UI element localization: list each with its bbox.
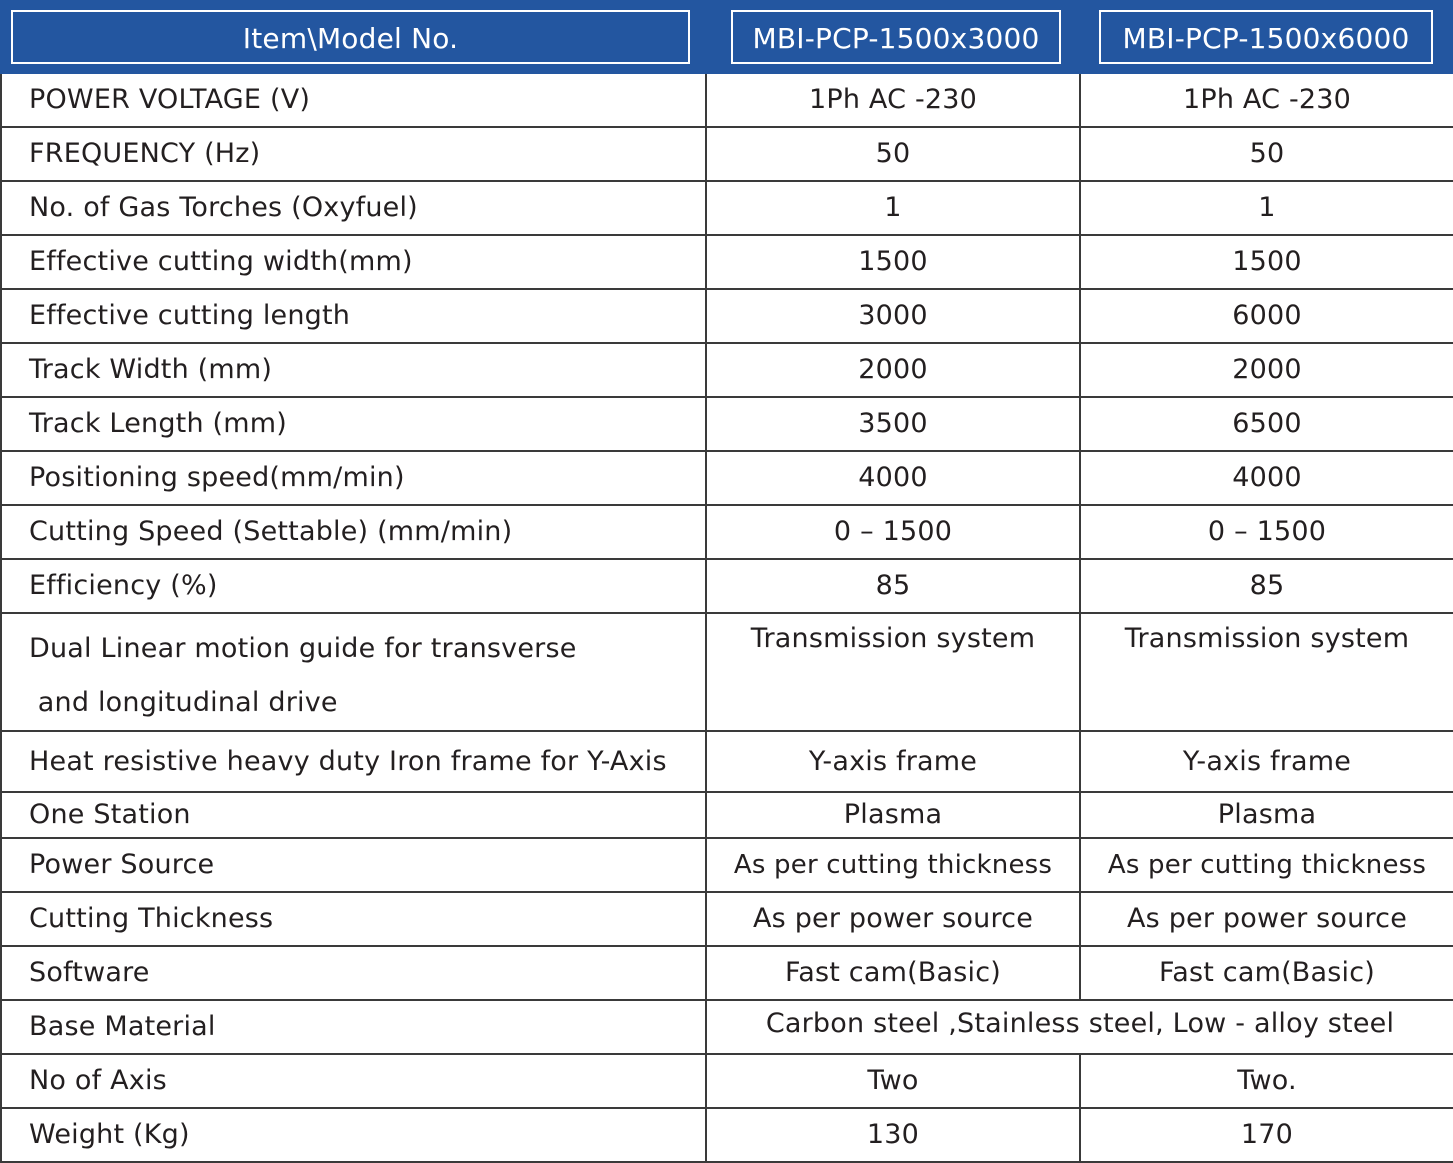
row-value: 3500 (706, 397, 1080, 451)
row-value: 3000 (706, 289, 1080, 343)
row-value: 0 – 1500 (1080, 505, 1453, 559)
row-value: 6000 (1080, 289, 1453, 343)
header-item-cell (1, 1, 706, 73)
row-label: Cutting Speed (Settable) (mm/min) (1, 505, 706, 559)
table-row (1, 946, 1453, 1000)
row-value: As per cutting thickness (706, 838, 1080, 892)
table-row (1, 127, 1453, 181)
table-row (1, 838, 1453, 892)
table-row (1, 505, 1453, 559)
row-value: 2000 (706, 343, 1080, 397)
row-value: 0 – 1500 (706, 505, 1080, 559)
table-row (1, 731, 1453, 792)
row-value: Two. (1080, 1054, 1453, 1108)
table-row (1, 73, 1453, 127)
table-row (1, 181, 1453, 235)
row-label: No. of Gas Torches (Oxyfuel) (1, 181, 706, 235)
row-value: 130 (706, 1108, 1080, 1162)
table-row (1, 451, 1453, 505)
table-row (1, 235, 1453, 289)
row-label: Heat resistive heavy duty Iron frame for Y-Axis (1, 731, 706, 792)
row-value: Plasma (706, 792, 1080, 838)
row-label: Power Source (1, 838, 706, 892)
table-row (1, 792, 1453, 838)
header-model-cell (706, 1, 1080, 73)
row-label: Cutting Thickness (1, 892, 706, 946)
row-value: 1500 (706, 235, 1080, 289)
table-row (1, 1108, 1453, 1162)
row-value: Two (706, 1054, 1080, 1108)
row-label: POWER VOLTAGE (V) (1, 73, 706, 127)
row-value: 85 (706, 559, 1080, 613)
row-value: 50 (706, 127, 1080, 181)
row-value: Fast cam(Basic) (706, 946, 1080, 1000)
row-value: 4000 (1080, 451, 1453, 505)
row-value: Plasma (1080, 792, 1453, 838)
row-value: As per power source (706, 892, 1080, 946)
row-value: Y-axis frame (1080, 731, 1453, 792)
row-label: Track Length (mm) (1, 397, 706, 451)
row-label: Efficiency (%) (1, 559, 706, 613)
row-value: 1 (1080, 181, 1453, 235)
row-value: As per cutting thickness (1080, 838, 1453, 892)
table-row (1, 559, 1453, 613)
table-row (1, 1054, 1453, 1108)
table-row (1, 1000, 1453, 1054)
row-value: 1 (706, 181, 1080, 235)
row-value: 1Ph AC -230 (1080, 73, 1453, 127)
row-label: Weight (Kg) (1, 1108, 706, 1162)
row-value: 85 (1080, 559, 1453, 613)
row-label-multiline (1, 613, 706, 731)
row-value: 4000 (706, 451, 1080, 505)
row-label: FREQUENCY (Hz) (1, 127, 706, 181)
row-label: Effective cutting width(mm) (1, 235, 706, 289)
table-row (1, 397, 1453, 451)
table-row (1, 892, 1453, 946)
row-label: Track Width (mm) (1, 343, 706, 397)
row-label: Base Material (1, 1000, 706, 1054)
table-row (1, 343, 1453, 397)
row-value: Transmission system (706, 613, 1080, 731)
row-value: As per power source (1080, 892, 1453, 946)
header-model-1: MBI-PCP-1500x3000 (731, 10, 1061, 64)
row-label: Effective cutting length (1, 289, 706, 343)
row-value: Y-axis frame (706, 731, 1080, 792)
row-value: Transmission system (1080, 613, 1453, 731)
row-value: 50 (1080, 127, 1453, 181)
row-label: Positioning speed(mm/min) (1, 451, 706, 505)
row-value-merged: Carbon steel ,Stainless steel, Low - alloy steel (706, 1000, 1453, 1054)
row-label: Software (1, 946, 706, 1000)
row-value: Fast cam(Basic) (1080, 946, 1453, 1000)
table-row (1, 289, 1453, 343)
row-value: 170 (1080, 1108, 1453, 1162)
row-value: 1Ph AC -230 (706, 73, 1080, 127)
header-row (1, 1, 1453, 73)
row-label: No of Axis (1, 1054, 706, 1108)
row-label-line: and longitudinal drive (29, 687, 338, 718)
table-row (1, 613, 1453, 731)
header-item-label: Item\Model No. (11, 10, 690, 64)
row-label-line: Dual Linear motion guide for transverse (29, 633, 577, 664)
row-value: 6500 (1080, 397, 1453, 451)
row-value: 2000 (1080, 343, 1453, 397)
row-label: One Station (1, 792, 706, 838)
header-model-cell (1080, 1, 1453, 73)
row-value: 1500 (1080, 235, 1453, 289)
header-model-2: MBI-PCP-1500x6000 (1099, 10, 1433, 64)
